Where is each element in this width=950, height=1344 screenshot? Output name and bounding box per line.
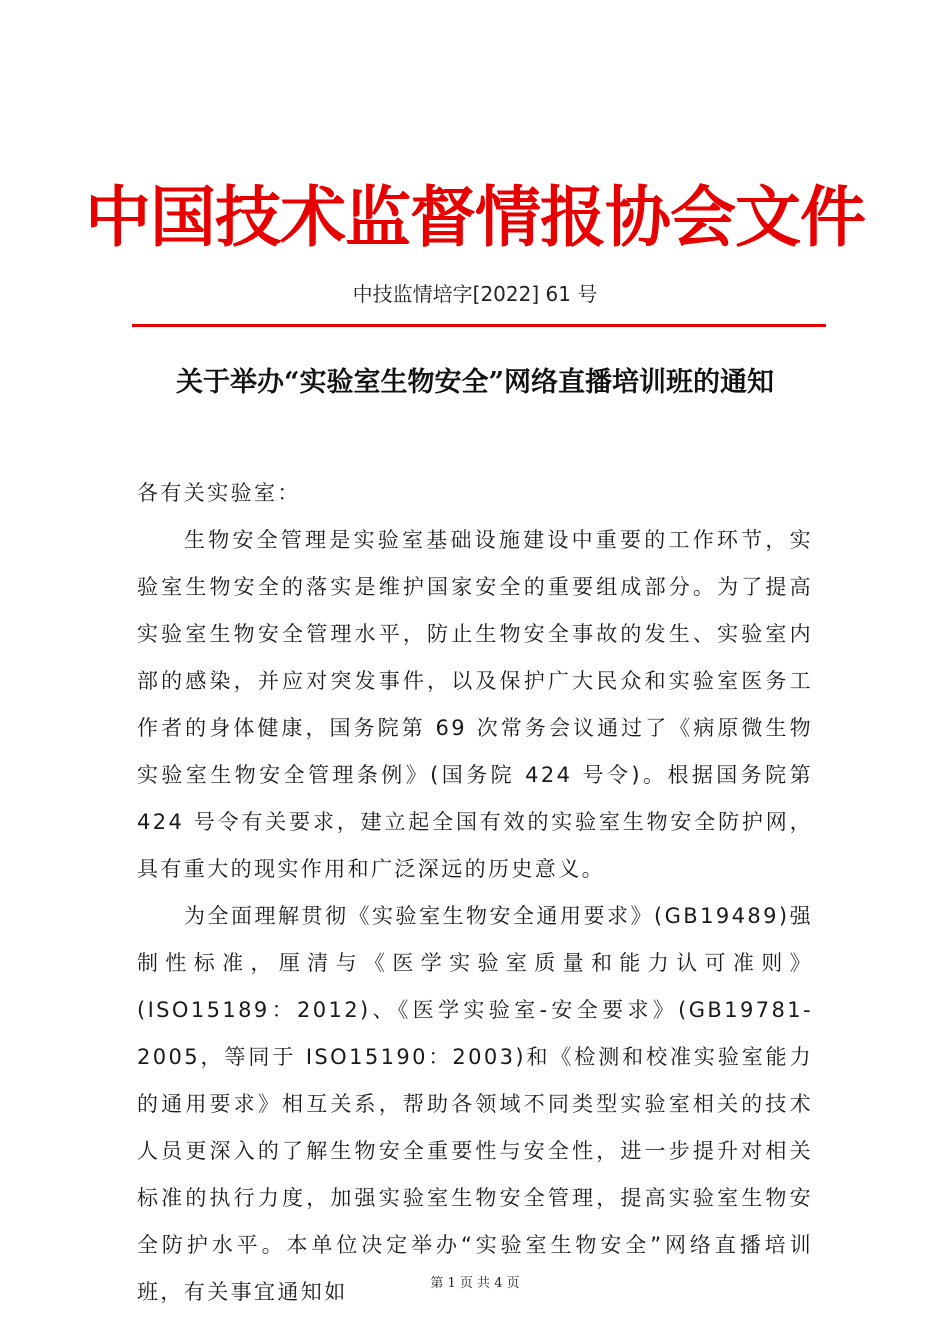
notice-title: 关于举办“实验室生物安全”网络直播培训班的通知 <box>175 367 775 398</box>
doc-number: 中技监情培字[2022] 61 号 <box>352 282 598 306</box>
salutation: 各有关实验室： <box>137 481 301 505</box>
body-text <box>137 470 813 1316</box>
paragraph-2: 为全面理解贯彻《实验室生物安全通用要求》(GB19489)强制性标准，厘清与《医学实验室质量和能力认可准则》(ISO15189：2012)、《医学实验室-安全要求》(GB19781-2005，等同于 ISO15190：2003)和《检测和校准实验室能力的通用要求》相互关系，帮助各领域不同类型实验室相关的技术人员更深入的了解生物安全重要性与安全性，进一步提升对相关标准的执行力度，加强实验室生物安全管理，提高实验室生物安全防护水平。本单位决定举办“实验室生物安全”网络直播培训班，有关事宜通知如 <box>137 904 813 1304</box>
red-divider <box>132 324 826 327</box>
paragraph-1: 生物安全管理是实验室基础设施建设中重要的工作环节，实验室生物安全的落实是维护国家安全的重要组成部分。为了提高实验室生物安全管理水平，防止生物安全事故的发生、实验室内部的感染，并应对突发事件，以及保护广大民众和实验室医务工作者的身体健康，国务院第 69 次常务会议通过了《病原微生物实验室生物安全管理条例》(国务院 424 号令)。根据国务院第 424 号令有关要求，建立起全国有效的实验室生物安全防护网，具有重大的现实作用和广泛深远的历史意义。 <box>137 528 813 881</box>
org-title: 中国技术监督情报协会文件 <box>85 178 865 256</box>
page-footer: 第 1 页 共 4 页 <box>430 1276 520 1291</box>
